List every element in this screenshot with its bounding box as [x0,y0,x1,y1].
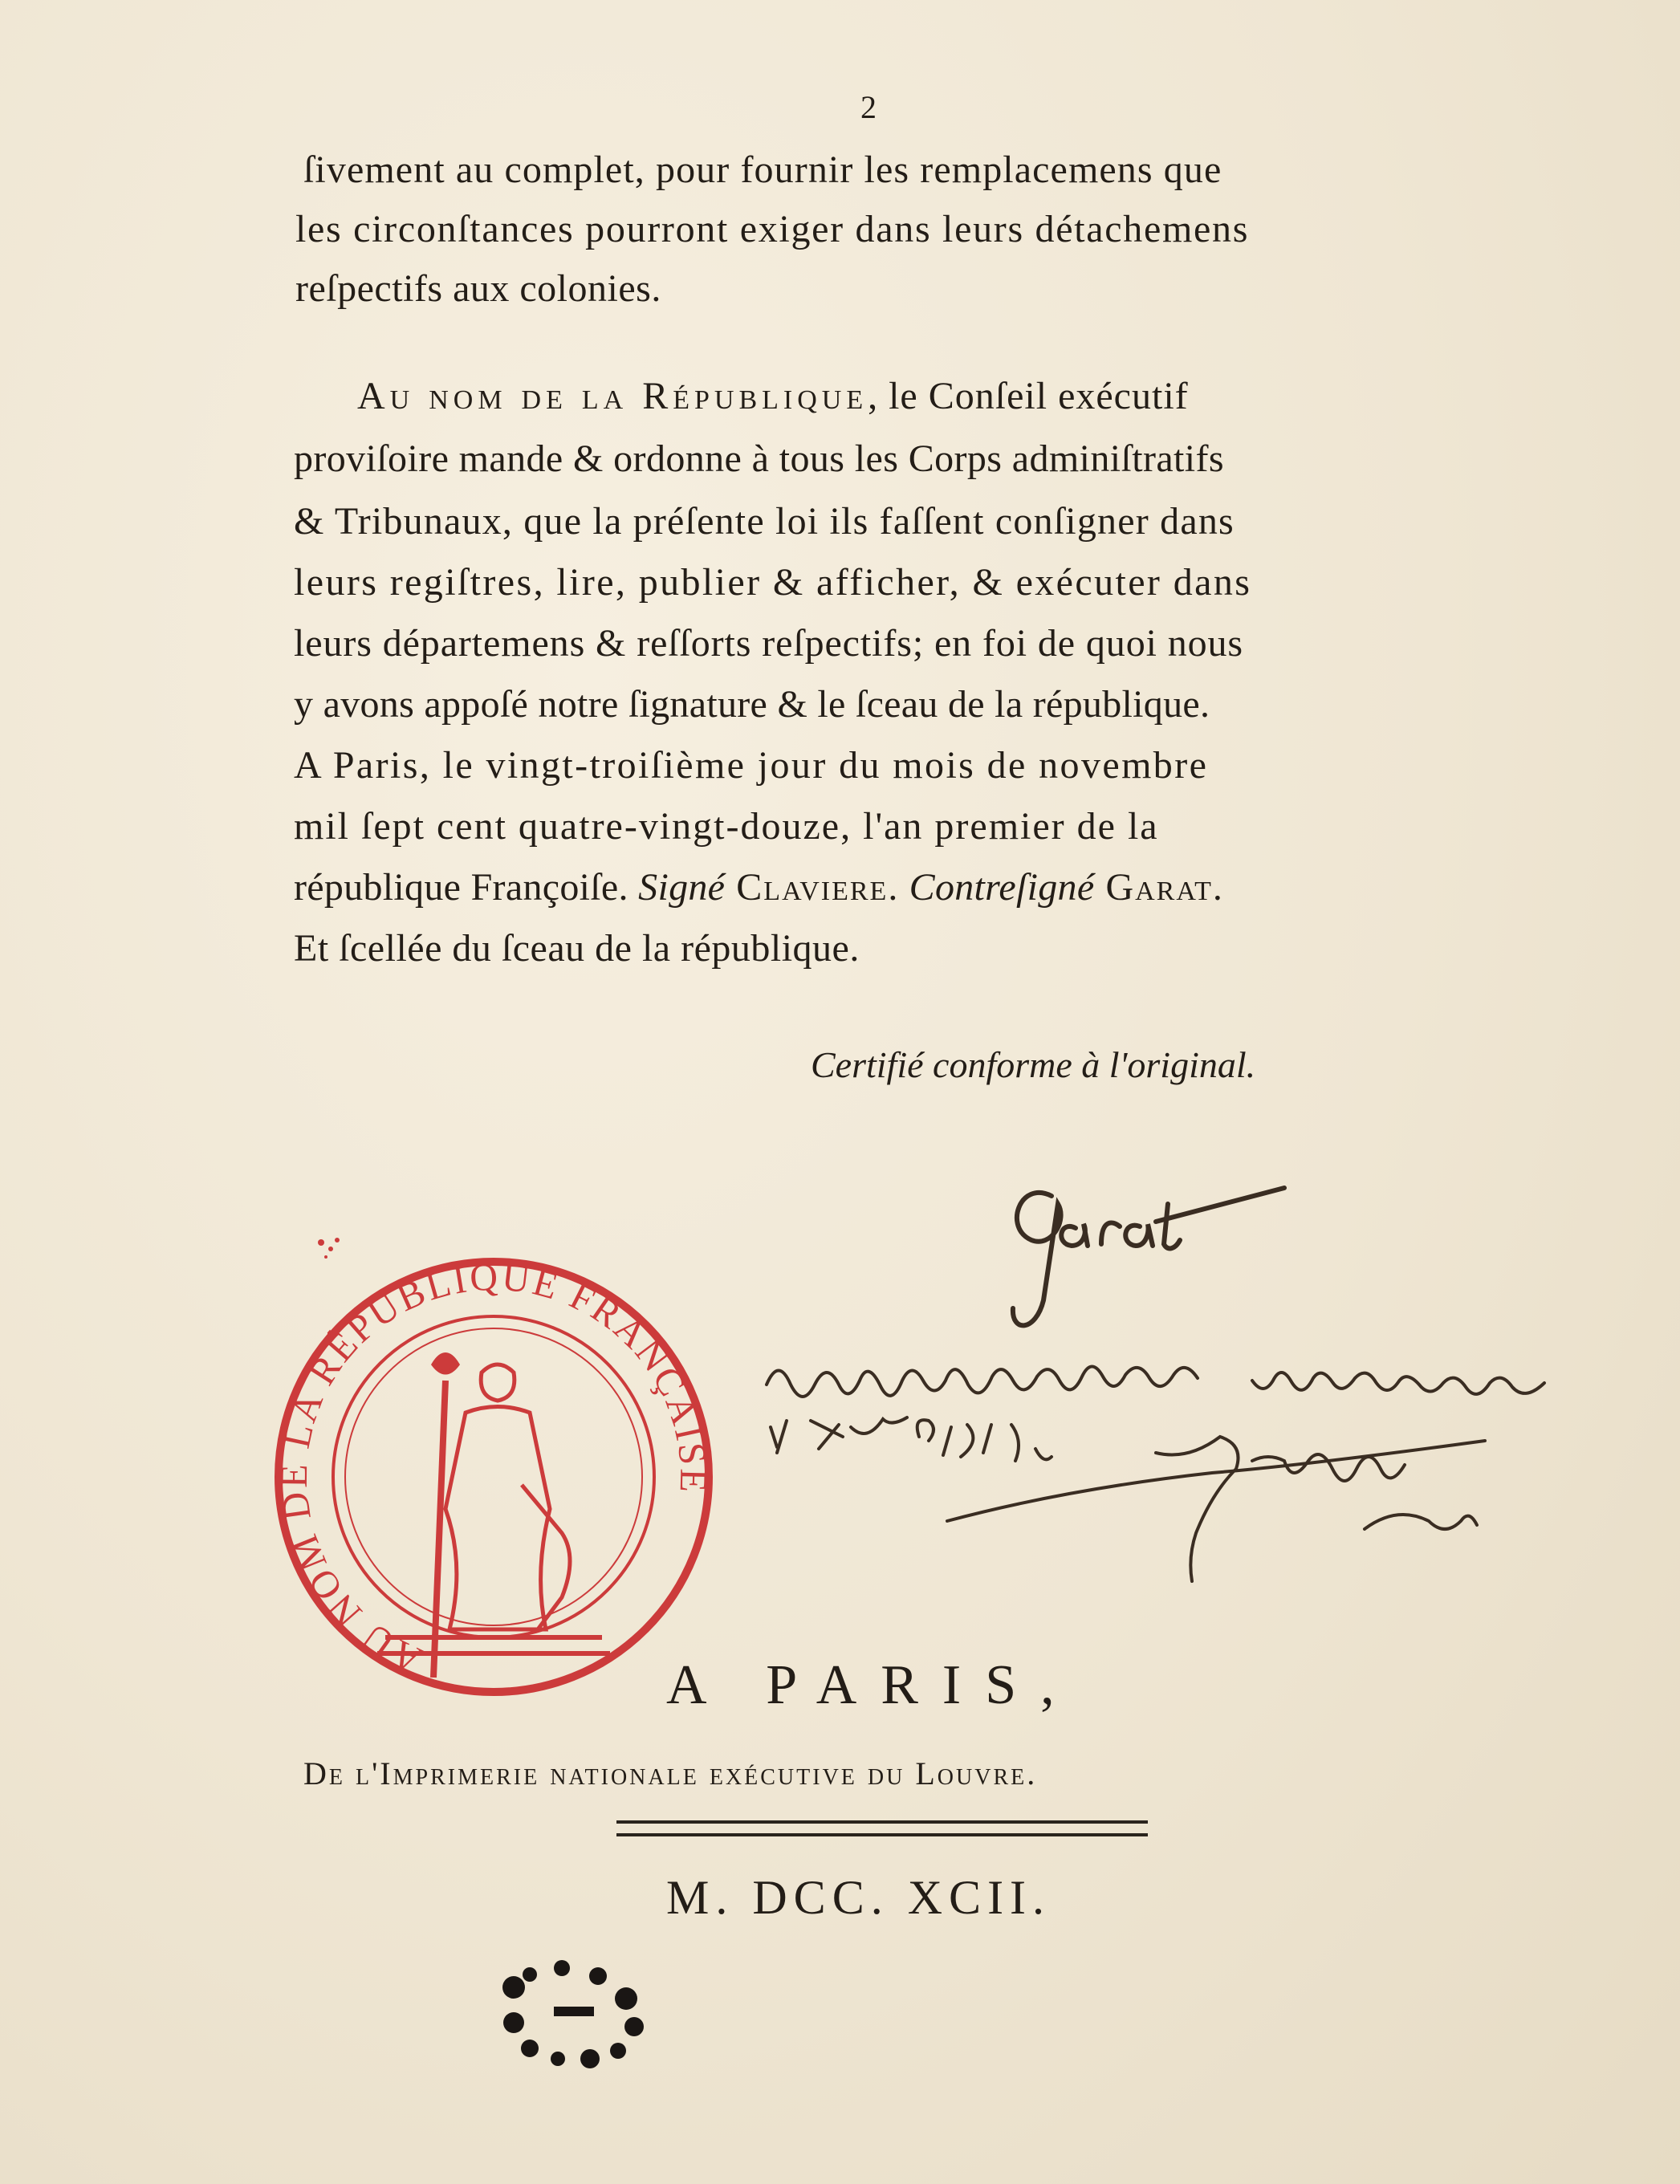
paragraph-2-line-2: proviſoire mande & ordonne à tous les Corps adminiſtratifs [294,437,1224,480]
imprint-city: A PARIS, [666,1654,1079,1716]
certification-line: Certifié conforme à l'original. [811,1044,1256,1085]
seal-legend [273,1255,714,1682]
paragraph-2-line-7: A Paris, le vingt-troiſième jour du mois de novembre [294,744,1209,787]
page-number: 2 [860,89,877,125]
signed-line-start: république Françoiſe. [294,866,639,909]
paragraph-1-line-2: les circonſtances pourront exiger dans leurs détachemens [295,208,1250,250]
paragraph-2-line-1-rest: , le Conſeil exécutif [868,375,1189,417]
countersigned-label: Contreſigné [899,866,1095,909]
double-rule [616,1820,1148,1836]
signed-label: Signé [638,866,726,909]
paragraph-1-line-1: ſivement au complet, pour fournir les remplacemens que [303,148,1222,191]
signed-name: Claviere. [725,866,900,909]
countersigned-name: Garat. [1094,866,1224,909]
paragraph-2-line-8: mil ſept cent quatre-vingt-douze, l'an premier de la [294,805,1159,848]
paragraph-2-line-6: y avons appoſé notre ſignature & le ſceau de la république. [294,683,1210,726]
paragraph-2-line-4: leurs regiſtres, lire, publier & afficher, & exécuter dans [294,561,1252,604]
paragraph-2-line-10: Et ſcellée du ſceau de la république. [294,927,860,970]
paragraph-1-line-3: reſpectifs aux colonies. [295,267,661,310]
paragraph-2-line-3: & Tribunaux, que la préſente loi ils faſſent conſigner dans [294,500,1235,543]
imprint-year: M. DCC. XCII. [666,1871,1052,1924]
imprint-printer: De l'Imprimerie nationale exécutive du Louvre. [303,1755,1038,1792]
paragraph-2-line-5: leurs départemens & reſſorts reſpectifs; en foi de quoi nous [294,622,1244,665]
republic-heading: Au nom de la République [357,375,868,417]
seal-legend-path: AU NOM DE LA RÉPUBLIQUE FRANÇAISE [272,1255,715,1682]
